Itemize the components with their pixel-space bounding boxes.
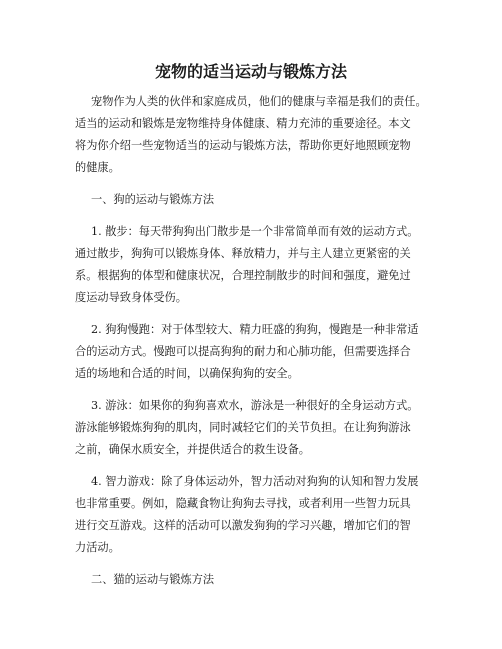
dog-item-4-line-3: 进行交互游戏。这样的活动可以激发狗狗的学习兴趣，增加它们的智: [75, 519, 411, 532]
dog-item-4-line-4: 力活动。: [75, 541, 120, 554]
dog-item-1-line-4: 度运动导致身体受伤。: [75, 291, 187, 304]
dog-item-3-line-2: 游泳能够锻炼狗狗的肌肉，同时减轻它们的关节负担。在让狗狗游泳: [75, 421, 411, 434]
dog-item-2-line-1: 2. 狗狗慢跑：对于体型较大、精力旺盛的狗狗，慢跑是一种非常适: [91, 323, 419, 336]
intro-line-4: 的健康。: [75, 161, 120, 174]
intro-line-2: 适当的运动和锻炼是宠物维持身体健康、精力充沛的重要途径。本文: [75, 117, 411, 130]
dog-item-4-line-2: 也非常重要。例如，隐藏食物让狗狗去寻找，或者利用一些智力玩具: [75, 497, 411, 510]
dog-item-3-line-3: 之前，确保水质安全，并提供适合的救生设备。: [75, 443, 310, 456]
dog-item-2-line-2: 合的运动方式。慢跑可以提高狗狗的耐力和心肺功能，但需要选择合: [75, 345, 411, 358]
page-title: 宠物的适当运动与锻炼方法: [154, 62, 347, 81]
dog-item-1-line-3: 系。根据狗的体型和健康状况，合理控制散步的时间和强度，避免过: [75, 269, 411, 282]
intro-line-3: 将为你介绍一些宠物适当的运动与锻炼方法，帮助你更好地照顾宠物: [75, 139, 411, 152]
intro-line-1: 宠物作为人类的伙伴和家庭成员，他们的健康与幸福是我们的责任。: [91, 95, 427, 108]
dog-item-1-line-2: 通过散步，狗狗可以锻炼身体、释放精力，并与主人建立更紧密的关: [75, 247, 411, 260]
dog-item-4-line-1: 4. 智力游戏：除了身体运动外，智力活动对狗狗的认知和智力发展: [91, 475, 419, 488]
dog-item-1-line-1: 1. 散步：每天带狗狗出门散步是一个非常简单而有效的运动方式。: [91, 225, 419, 238]
section-heading-cat: 二、猫的运动与锻炼方法: [91, 573, 215, 586]
dog-item-3-line-1: 3. 游泳：如果你的狗狗喜欢水，游泳是一种很好的全身运动方式。: [91, 399, 419, 412]
dog-item-2-line-3: 适的场地和合适的时间，以确保狗狗的安全。: [75, 367, 299, 380]
section-heading-dog: 一、狗的运动与锻炼方法: [91, 193, 215, 206]
